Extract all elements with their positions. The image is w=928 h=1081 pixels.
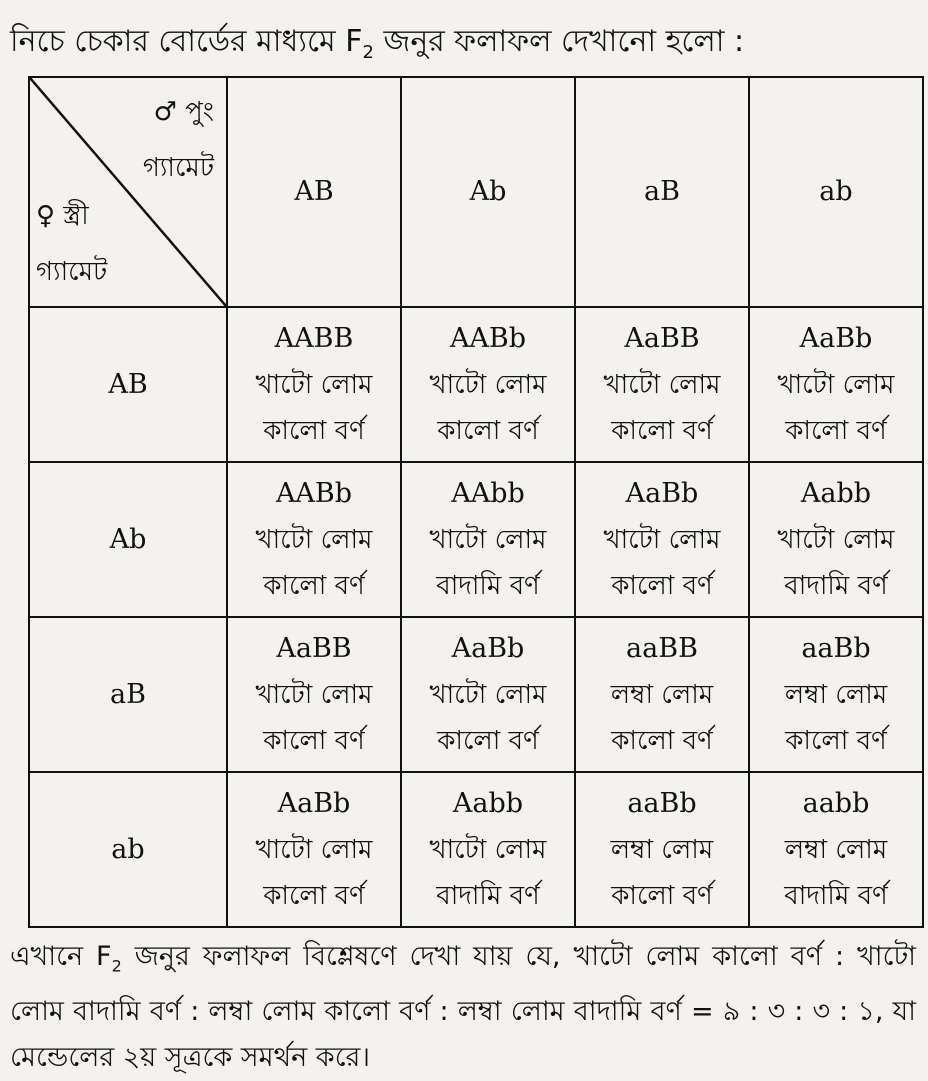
female-gamete-header: AB: [29, 307, 227, 462]
genotype-label: aaBb: [627, 787, 697, 819]
color-trait-label: বাদামি বর্ণ: [436, 880, 540, 911]
genotype-label: AABb: [449, 322, 527, 354]
male-label-line1: ♂ পুং: [153, 97, 214, 127]
female-gamete-header: aB: [29, 617, 227, 772]
male-gamete-header: AB: [227, 77, 401, 307]
offspring-cell: [227, 617, 401, 772]
male-gamete-label: [143, 84, 214, 196]
genotype-label: AaBb: [277, 787, 351, 819]
conclusion-text-after: জনুর ফলাফল বিশ্লেষণে দেখা যায় যে, খাটো লোম কালো বর্ণ : খাটো লোম বাদামি বর্ণ : লম্বা লোম কালো বর্ণ : লম্বা লোম বাদামি বর্ণ = ৯ : ৩ : ৩ : ১, যা মেন্ডেলের ২য় সূত্রকে সমর্থন করে।: [10, 941, 916, 1074]
header-row: [29, 77, 923, 307]
color-trait-label: বাদামি বর্ণ: [784, 570, 888, 601]
color-trait-label: কালো বর্ণ: [611, 570, 713, 601]
hair-trait-label: খাটো লোম: [429, 679, 547, 710]
genotype-label: aaBB: [626, 632, 698, 664]
checker-board: [28, 76, 924, 928]
genotype-label: AAbb: [451, 477, 525, 509]
conclusion-paragraph: [10, 934, 916, 1081]
male-gamete-header: ab: [749, 77, 923, 307]
hair-trait-label: খাটো লোম: [603, 524, 721, 555]
hair-trait-label: লম্বা লোম: [610, 679, 714, 710]
genotype-label: Aabb: [800, 477, 872, 509]
genotype-label: AaBb: [799, 322, 873, 354]
offspring-cell: [401, 617, 575, 772]
heading: [10, 20, 910, 75]
female-gamete-label: [36, 188, 107, 300]
offspring-cell: [749, 462, 923, 617]
genotype-label: AaBb: [625, 477, 699, 509]
conclusion-text-before: এখানে F: [10, 941, 112, 972]
genotype-label: Aabb: [452, 787, 524, 819]
genotype-label: AaBB: [276, 632, 352, 664]
hair-trait-label: খাটো লোম: [777, 369, 895, 400]
offspring-cell: [575, 617, 749, 772]
hair-trait-label: খাটো লোম: [429, 369, 547, 400]
color-trait-label: কালো বর্ণ: [611, 725, 713, 756]
hair-trait-label: লম্বা লোম: [610, 834, 714, 865]
offspring-cell: [749, 617, 923, 772]
hair-trait-label: খাটো লোম: [255, 369, 373, 400]
corner-cell: [29, 77, 227, 307]
offspring-cell: [401, 307, 575, 462]
genotype-label: aabb: [802, 787, 870, 819]
male-gamete-header: aB: [575, 77, 749, 307]
hair-trait-label: লম্বা লোম: [784, 679, 888, 710]
female-label-line2: গ্যামেট: [36, 257, 108, 287]
heading-text-after: জনুর ফলাফল দেখানো হলো :: [373, 24, 745, 59]
color-trait-label: কালো বর্ণ: [437, 725, 539, 756]
color-trait-label: কালো বর্ণ: [263, 570, 365, 601]
female-gamete-header: Ab: [29, 462, 227, 617]
genotype-label: aaBb: [801, 632, 871, 664]
male-gamete-header: Ab: [401, 77, 575, 307]
color-trait-label: বাদামি বর্ণ: [436, 570, 540, 601]
offspring-cell: [401, 462, 575, 617]
offspring-cell: [401, 772, 575, 927]
color-trait-label: কালো বর্ণ: [263, 880, 365, 911]
offspring-cell: [749, 772, 923, 927]
hair-trait-label: খাটো লোম: [429, 834, 547, 865]
genotype-label: AaBB: [624, 322, 700, 354]
color-trait-label: কালো বর্ণ: [611, 415, 713, 446]
conclusion-subscript: 2: [111, 956, 122, 976]
table-row: [29, 617, 923, 772]
offspring-cell: [227, 307, 401, 462]
genotype-label: AaBb: [451, 632, 525, 664]
hair-trait-label: খাটো লোম: [777, 524, 895, 555]
heading-text-before: নিচে চেকার বোর্ডের মাধ্যমে F: [10, 24, 363, 59]
offspring-cell: [575, 307, 749, 462]
offspring-cell: [749, 307, 923, 462]
female-gamete-header: ab: [29, 772, 227, 927]
hair-trait-label: লম্বা লোম: [784, 834, 888, 865]
genotype-label: AABB: [274, 322, 354, 354]
color-trait-label: কালো বর্ণ: [785, 725, 887, 756]
female-label-line1: ♀ স্ত্রী: [36, 201, 89, 231]
genotype-label: AABb: [275, 477, 353, 509]
male-label-line2: গ্যামেট: [142, 153, 214, 183]
hair-trait-label: খাটো লোম: [429, 524, 547, 555]
table-row: [29, 772, 923, 927]
table-row: [29, 307, 923, 462]
hair-trait-label: খাটো লোম: [255, 679, 373, 710]
hair-trait-label: খাটো লোম: [603, 369, 721, 400]
color-trait-label: কালো বর্ণ: [785, 415, 887, 446]
hair-trait-label: খাটো লোম: [255, 834, 373, 865]
offspring-cell: [575, 462, 749, 617]
offspring-cell: [227, 462, 401, 617]
color-trait-label: কালো বর্ণ: [611, 880, 713, 911]
offspring-cell: [227, 772, 401, 927]
offspring-cell: [575, 772, 749, 927]
hair-trait-label: খাটো লোম: [255, 524, 373, 555]
heading-subscript: 2: [362, 42, 374, 63]
color-trait-label: কালো বর্ণ: [263, 725, 365, 756]
color-trait-label: বাদামি বর্ণ: [784, 880, 888, 911]
color-trait-label: কালো বর্ণ: [437, 415, 539, 446]
color-trait-label: কালো বর্ণ: [263, 415, 365, 446]
table-row: [29, 462, 923, 617]
